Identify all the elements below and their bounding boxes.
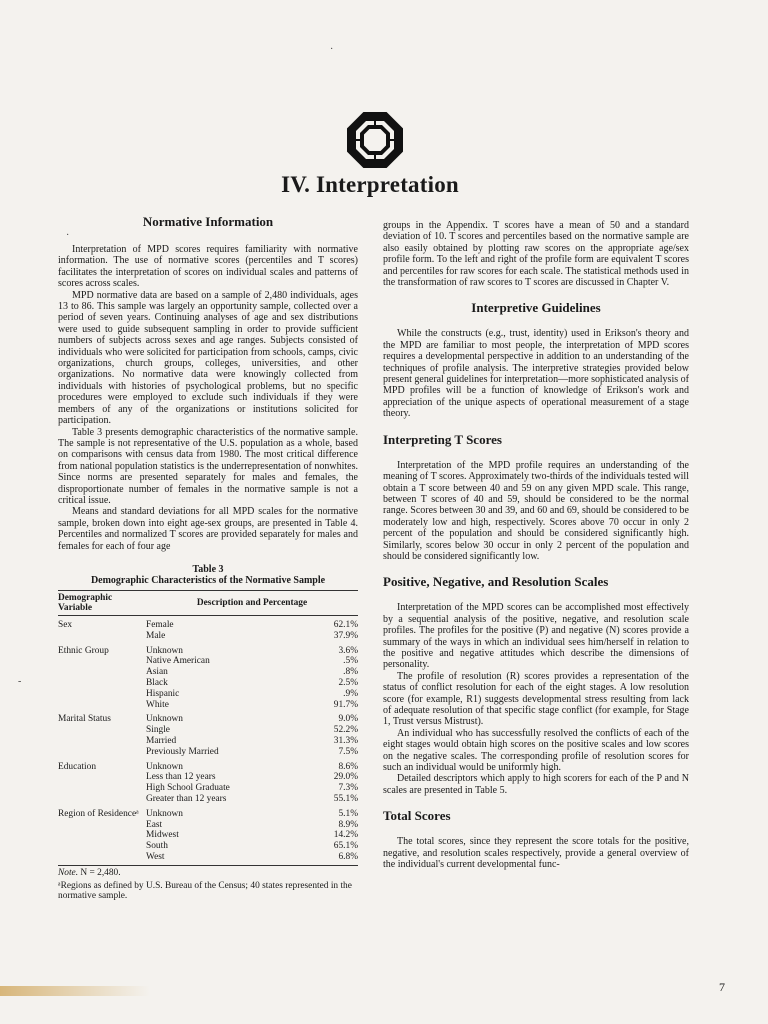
percentage-value: 91.7% — [333, 699, 358, 710]
table-note-text: N = 2,480. — [80, 867, 121, 878]
percentage-value: 6.8% — [313, 852, 358, 865]
percentage-value: 9.0% — [338, 714, 358, 725]
percentage-value: 7.3% — [338, 783, 358, 794]
category-label: White — [146, 699, 169, 710]
table-note — [58, 868, 358, 879]
category-label: Native American — [146, 656, 210, 667]
page-number: 7 — [719, 980, 725, 994]
category-label: Male — [146, 630, 166, 641]
table-row — [58, 805, 358, 820]
category-label: Female — [146, 619, 174, 630]
category-label: Asian — [146, 667, 168, 678]
paragraph: Detailed descriptors which apply to high scorers for each of the P and N scales are presented in Table 5. — [383, 773, 689, 796]
section-heading-tscores: Interpreting T Scores — [383, 431, 502, 447]
section-heading-scales: Positive, Negative, and Resolution Scales — [383, 574, 609, 590]
octagon-logo-icon — [347, 112, 403, 168]
category-label: East — [146, 819, 163, 830]
table-row — [58, 631, 358, 642]
paragraph: MPD normative data are based on a sample of 2,480 individuals, ages 13 to 86. This sample was largely an opportunity sample, collected over a period of seven years. Continuing analyses of age and sex distributions were used to guide subsequent sampling in order to provide sufficient numbers of subjects across sexes and age ranges. Subjects consisted of individuals who were solicited for participation from schools, camps, civic organizations, church groups, colleges, universities, and other organizations. No normative data were knowingly collected from individuals with histories of psychological problems, but no specific procedures were employed to exclude such individuals if they were members of any of the organizations or institutions solicited for participation. — [58, 289, 358, 427]
left-column — [58, 214, 358, 902]
variable-name: Education — [58, 761, 97, 772]
percentage-value: .9% — [343, 688, 358, 699]
section-heading-normative: Normative Information — [142, 214, 274, 229]
chapter-title: IV. Interpretation — [281, 172, 459, 197]
category-label: Previously Married — [146, 746, 219, 757]
table-row — [58, 656, 358, 667]
table-row — [58, 747, 358, 758]
table-note-label: Note. — [58, 867, 79, 878]
paragraph: The profile of resolution (R) scores provides a representation of the status of conflict resolution for each of the eight stages. A low resolution score (for example, R1) suggests developmental stress resulting from lack of adequate resolution of that specific stage conflict (for example, for Stage 1, Trust versus Mistrust). — [383, 670, 689, 728]
category-label: Unknown — [146, 808, 183, 819]
paragraph: The total scores, since they represent the score totals for the positive, negative, and resolution scales respectively, provide a general overview of the individual's current developmental func- — [383, 836, 689, 871]
table-row — [58, 758, 358, 773]
percentage-value: 3.6% — [338, 645, 358, 656]
table-subcaption: Demographic Characteristics of the Normative Sample — [90, 574, 326, 586]
category-label: Hispanic — [146, 688, 180, 699]
table-row — [58, 794, 358, 805]
table-header-description: Description and Percentage — [146, 590, 358, 615]
table-row — [58, 667, 358, 678]
paragraph: Interpretation of MPD scores requires familiarity with normative information. The use of normative scores (percentiles and T scores) facilitates the interpretation of scores on individual scales and patterns of scores across scales. — [58, 244, 358, 290]
percentage-value: 2.5% — [338, 677, 358, 688]
scan-mark: - — [18, 676, 22, 687]
percentage-value: .8% — [343, 667, 358, 678]
scan-speck: · — [330, 44, 334, 55]
table-row — [58, 830, 358, 841]
paragraph: Means and standard deviations for all MPD scales for the normative sample, broken down into eight age-sex groups, are presented in Table 4. Percentiles and normalized T scores are provided separately for males and females for each of four age — [58, 506, 358, 552]
table-footnote: ᵃRegions as defined by U.S. Bureau of the Census; 40 states represented in the normative sample. — [58, 880, 352, 902]
table-row — [58, 678, 358, 689]
section-heading-guidelines: Interpretive Guidelines — [471, 300, 601, 316]
percentage-value: 31.3% — [333, 735, 358, 746]
paragraph: groups in the Appendix. T scores have a mean of 50 and a standard deviation of 10. T scores and percentiles based on the normative sample are also easily obtained by plotting raw scores on the appropriate age/sex profile form. To the left and right of the profile form are equivalent T scores and percentiles for raw scores for each scale. The statistical methods used in the transformation of raw scores to T scores are discussed in Chapter V. — [383, 220, 689, 289]
category-label: West — [146, 852, 313, 865]
table-caption: Table 3 — [192, 563, 224, 575]
scan-speck: · — [66, 230, 70, 241]
table-row — [58, 736, 358, 747]
percentage-value: 8.9% — [338, 819, 358, 830]
percentage-value: 62.1% — [333, 619, 358, 630]
paragraph: Interpretation of the MPD profile requires an understanding of the meaning of T scores. Approximately two-thirds of the individuals tested will obtain a T score between 40 and 59 on any given MPD scale. This range, between T scores of 40 and 59, should be considered to be the normal range. Scores between 30 and 39, and 60 and 69, should be considered to be moderately low and high, respectively. Scores above 70 occur in only 2 percent of the population and should be considered significantly high. Similarly, scores below 30 occur in only 2 percent of the population and should be considered significantly low. — [383, 459, 689, 562]
variable-name: Region of Residenceᵃ — [58, 808, 139, 819]
paragraph: An individual who has successfully resolved the conflicts of each of the eight stages would obtain high scores on the positive scales and low scores on the negative scales. The corresponding profile of resolution scores for such an individual would be uniformly high. — [383, 727, 689, 774]
category-label: South — [146, 841, 168, 852]
section-heading-total: Total Scores — [383, 808, 451, 824]
percentage-value: .5% — [343, 656, 358, 667]
variable-name: Ethnic Group — [58, 645, 109, 656]
category-label: Unknown — [146, 761, 183, 772]
table-row — [58, 820, 358, 831]
percentage-value: 7.5% — [338, 746, 358, 757]
percentage-value: 37.9% — [333, 630, 358, 641]
category-label: High School Graduate — [146, 783, 230, 794]
table-row — [58, 700, 358, 711]
table-row — [58, 725, 358, 736]
percentage-value: 52.2% — [333, 725, 358, 736]
percentage-value: 5.1% — [338, 808, 358, 819]
table-row — [58, 642, 358, 657]
category-label: Married — [146, 735, 177, 746]
table-row — [58, 852, 358, 865]
table-row — [58, 689, 358, 700]
percentage-value: 65.1% — [333, 841, 358, 852]
paragraph: Interpretation of the MPD scores can be accomplished most effectively by a sequential analysis of the positive, negative, and resolution scale profiles. The profiles for the positive (P) and negative (N) scores provide a summary of the ways in which an individual sees him/herself in relation to the positive and negative attitudes which describe the dimensions of personality. — [383, 602, 689, 671]
scan-smudge — [0, 986, 150, 996]
table-row — [58, 841, 358, 852]
right-column — [383, 220, 689, 870]
percentage-value: 8.6% — [338, 761, 358, 772]
percentage-value: 14.2% — [333, 830, 358, 841]
table-row — [58, 615, 358, 630]
percentage-value: 29.0% — [333, 772, 358, 783]
table-row — [58, 710, 358, 725]
category-label: Single — [146, 725, 170, 736]
paragraph: While the constructs (e.g., trust, identity) used in Erikson's theory and the MPD are familiar to most people, the interpretation of MPD scores requires a developmental perspective in addition to an understanding of the techniques of profile analysis. The interpretive strategies provided below present general guidelines for interpretation—more sophisticated analysis of MPD profiles will be a function of knowledge of Erikson's work and appreciation of the unique aspects of operational measurement of a stage theory. — [383, 328, 689, 420]
variable-name: Marital Status — [58, 714, 111, 725]
category-label: Black — [146, 677, 168, 688]
table-header-variable: Demographic Variable — [58, 590, 146, 615]
category-label: Unknown — [146, 714, 183, 725]
category-label: Unknown — [146, 645, 183, 656]
category-label: Less than 12 years — [146, 772, 216, 783]
variable-name: Sex — [58, 619, 73, 630]
demographics-table — [58, 590, 358, 866]
category-label: Greater than 12 years — [146, 793, 227, 804]
category-label: Midwest — [146, 830, 179, 841]
percentage-value: 55.1% — [333, 793, 358, 804]
paragraph: Table 3 presents demographic characteristics of the normative sample. The sample is not representative of the U.S. population as a whole, based on comparisons with census data from 1980. The most critical difference from national population statistics is the underrepresentation of nonwhites. Since norms are presented separately for males and females, the disproportionate number of females in the normative sample is not a critical issue. — [58, 426, 358, 506]
table-row — [58, 783, 358, 794]
table-row — [58, 772, 358, 783]
